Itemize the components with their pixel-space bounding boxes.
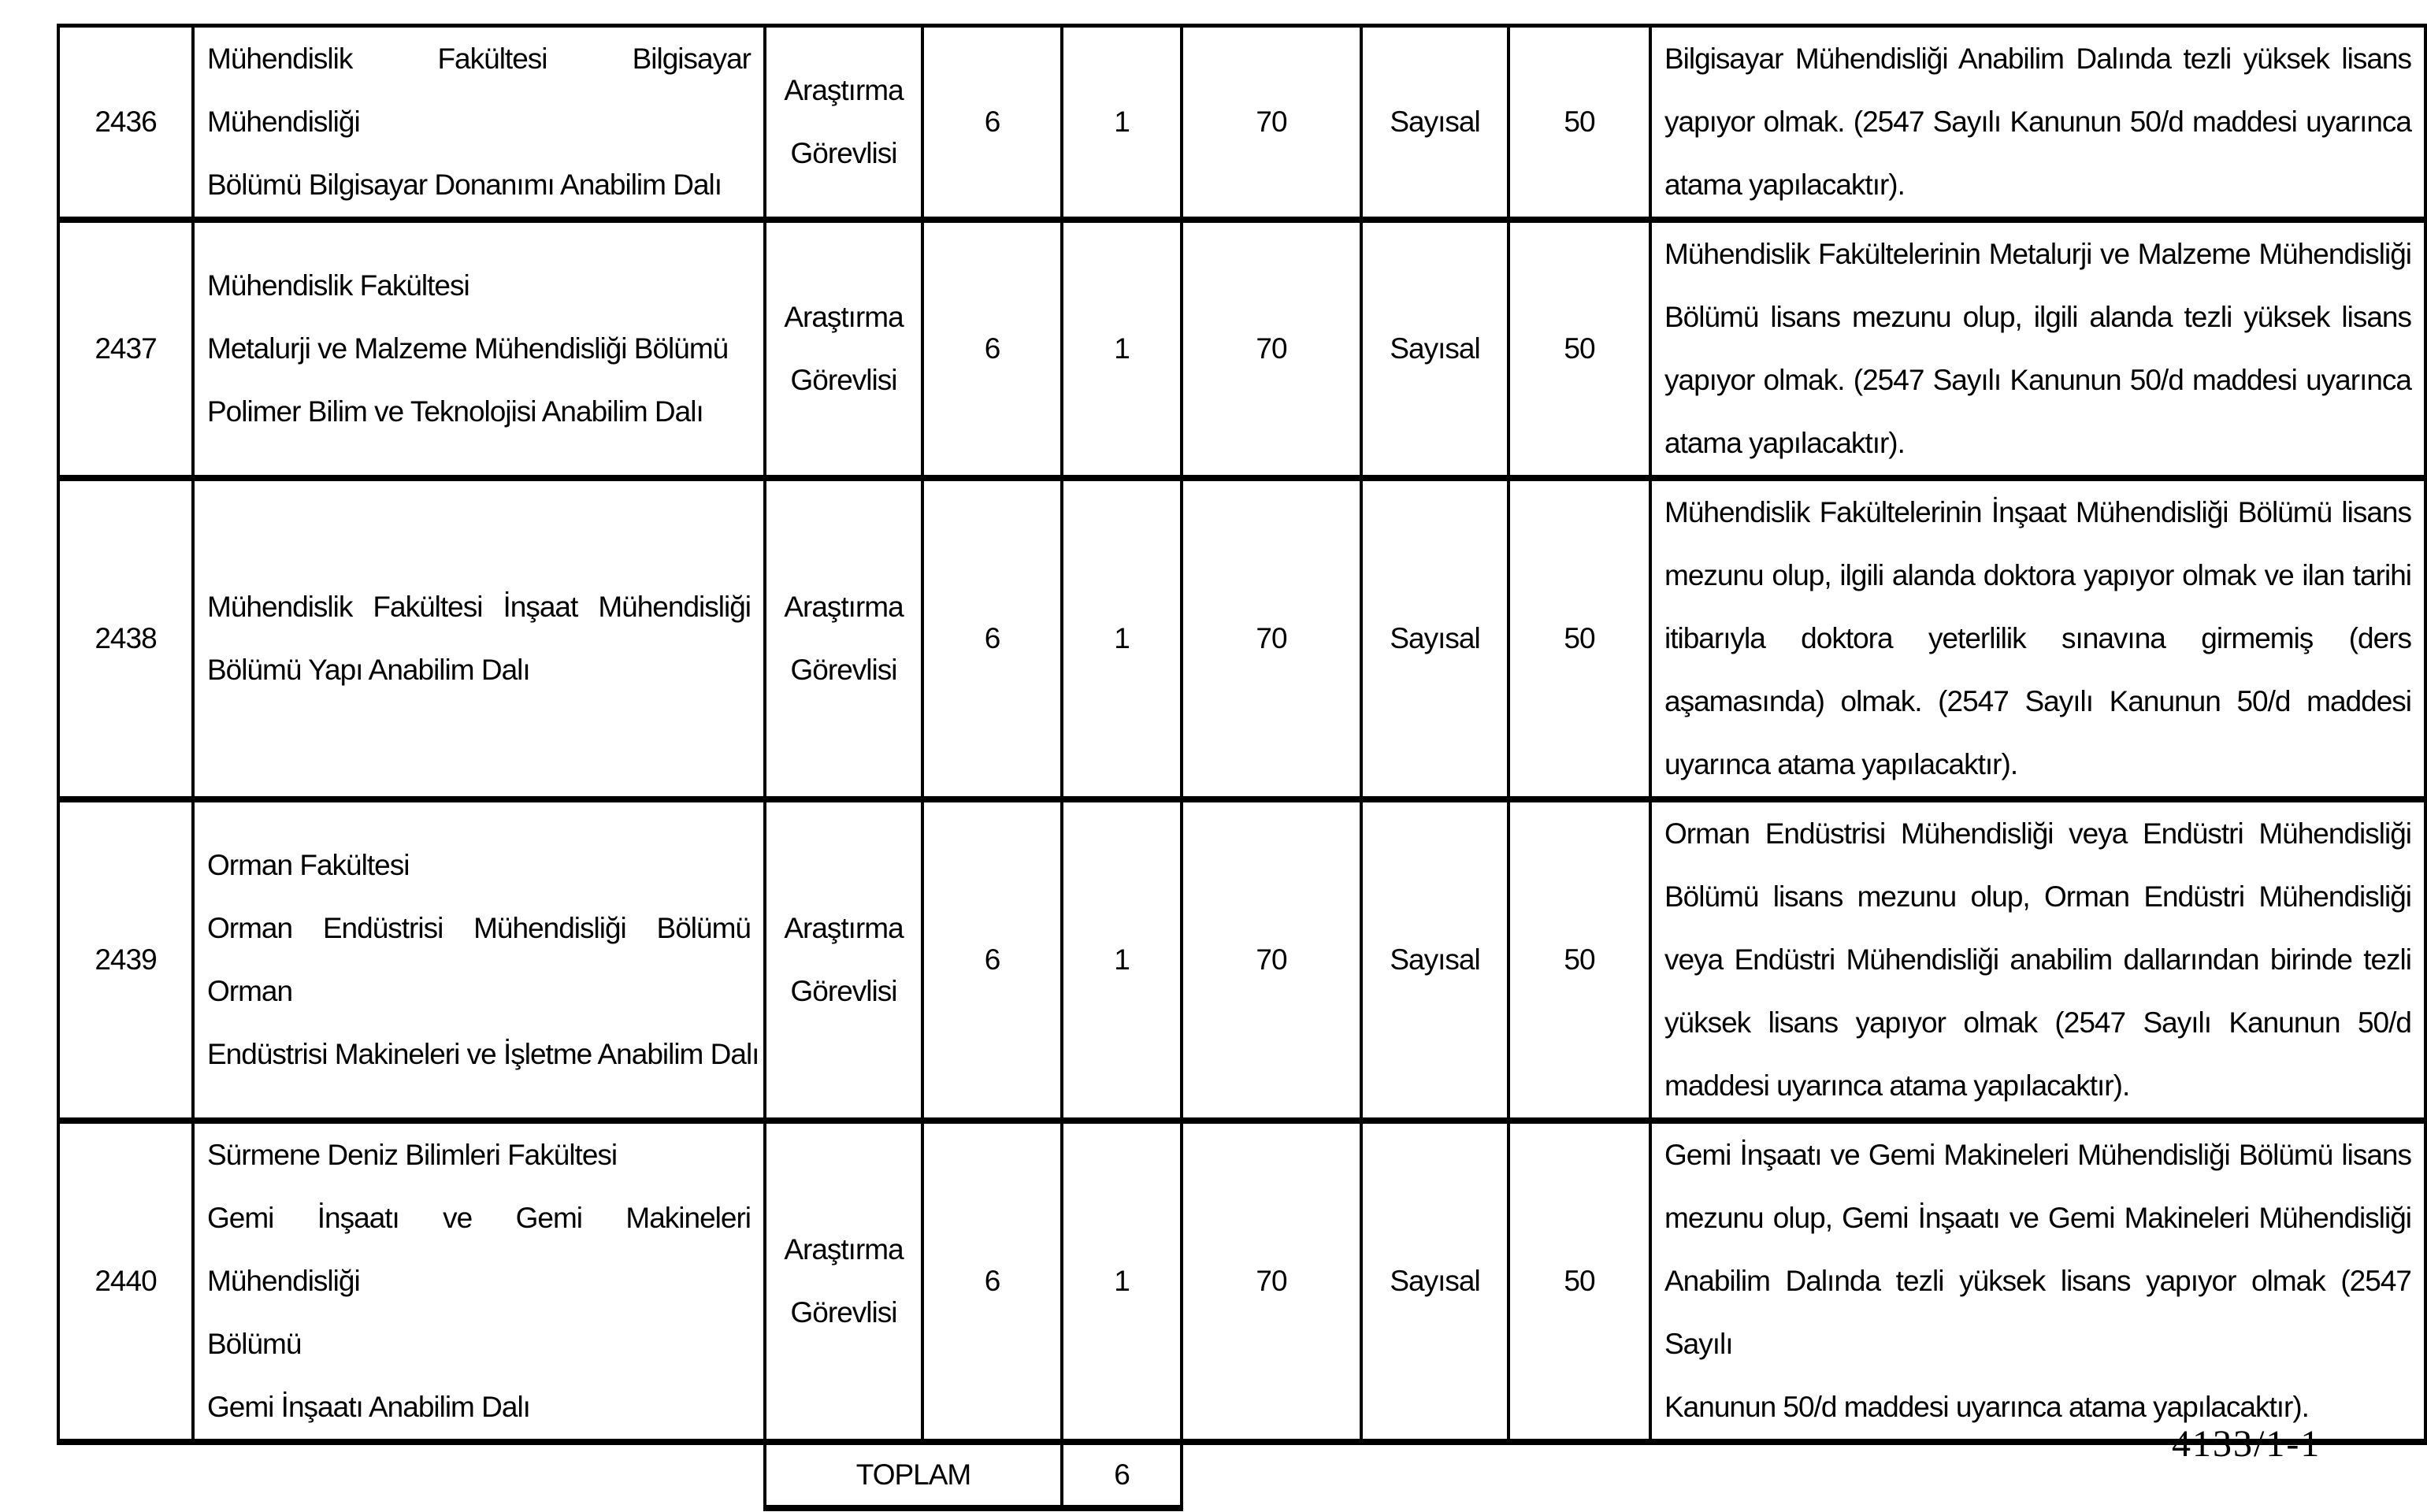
value-cell: 70 [1182,799,1361,1121]
unit-cell [193,26,765,220]
table-row [58,1121,2425,1442]
value-cell: 50 [1509,26,1650,220]
position-title-cell [765,478,922,799]
position-title-cell [765,220,922,478]
value-cell: 70 [1182,478,1361,799]
requirement-line: uyarınca atama yapılacaktır). [1664,748,2018,780]
position-title-line: Görevlisi [790,975,897,1007]
unit-cell [193,478,765,799]
position-title-line: Araştırma [784,1233,904,1266]
unit-line: Endüstrisi Makineleri ve İşletme Anabilim Dalı [207,1038,759,1070]
value-cell: 70 [1182,1121,1361,1442]
position-title-line: Görevlisi [790,364,897,396]
requirement-cell [1650,220,2425,478]
table-body [58,26,2425,1509]
requirement-line: Anabilim Dalında tezli yüksek lisans yapıyor olmak (2547 Sayılı [1664,1265,2411,1360]
unit-line: Bölümü Yapı Anabilim Dalı [207,654,530,686]
value-cell: Sayısal [1361,26,1509,220]
requirement-line: yapıyor olmak. (2547 Sayılı Kanunun 50/d maddesi uyarınca [1664,106,2411,138]
value-cell: 6 [922,1121,1062,1442]
requirement-line: atama yapılacaktır). [1664,169,1905,201]
positions-table [57,24,2427,1511]
gazette-reference-number: 4133/1-1 [2172,1423,2321,1465]
total-label-cell: TOPLAM [765,1442,1062,1508]
unit-line: Gemi İnşaatı ve Gemi Makineleri Mühendisliği [207,1202,751,1297]
requirement-line: Mühendislik Fakültelerinin İnşaat Mühendisliği Bölümü lisans [1664,496,2411,528]
requirement-line: veya Endüstri Mühendisliği anabilim dallarından birinde tezli [1664,943,2411,976]
value-cell: Sayısal [1361,799,1509,1121]
position-code-cell: 2440 [58,1121,193,1442]
unit-line: Orman Endüstrisi Mühendisliği Bölümü Orman [207,912,751,1007]
requirement-line: atama yapılacaktır). [1664,427,1905,459]
value-cell: 50 [1509,799,1650,1121]
value-cell: 50 [1509,1121,1650,1442]
position-title-line: Araştırma [784,74,904,106]
unit-line: Mühendislik Fakültesi [207,269,469,302]
unit-line: Orman Fakültesi [207,849,410,881]
value-cell: 6 [922,220,1062,478]
unit-line: Bölümü Bilgisayar Donanımı Anabilim Dalı [207,169,722,201]
value-cell: 1 [1062,799,1182,1121]
position-title-cell [765,799,922,1121]
requirement-line: Bölümü lisans mezunu olup, Orman Endüstri Mühendisliği [1664,880,2411,913]
unit-cell [193,220,765,478]
requirement-line: mezunu olup, Gemi İnşaatı ve Gemi Makineleri Mühendisliği [1664,1202,2411,1234]
position-code-cell: 2436 [58,26,193,220]
requirement-cell [1650,1121,2425,1442]
value-cell: 6 [922,799,1062,1121]
unit-line: Mühendislik Fakültesi İnşaat Mühendisliği [207,591,751,623]
unit-line: Metalurji ve Malzeme Mühendisliği Bölümü [207,332,729,365]
requirement-line: Gemi İnşaatı ve Gemi Makineleri Mühendisliği Bölümü lisans [1664,1139,2411,1171]
requirement-cell [1650,26,2425,220]
position-title-line: Görevlisi [790,654,897,686]
value-cell: 50 [1509,478,1650,799]
requirement-cell [1650,478,2425,799]
unit-line: Mühendislik Fakültesi Bilgisayar Mühendisliği [207,43,751,138]
total-row-spacer-right2 [1361,1442,1509,1508]
requirement-line: yapıyor olmak. (2547 Sayılı Kanunun 50/d maddesi uyarınca [1664,364,2411,396]
requirement-line: Mühendislik Fakültelerinin Metalurji ve Malzeme Mühendisliği [1664,238,2411,270]
position-title-line: Araştırma [784,591,904,623]
value-cell: 70 [1182,26,1361,220]
table-row [58,220,2425,478]
position-title-line: Görevlisi [790,1296,897,1329]
unit-cell [193,1121,765,1442]
position-code-cell: 2439 [58,799,193,1121]
position-title-cell [765,26,922,220]
requirement-line: Bölümü lisans mezunu olup, ilgili alanda tezli yüksek lisans [1664,301,2411,333]
value-cell: Sayısal [1361,478,1509,799]
position-title-line: Araştırma [784,301,904,333]
requirement-cell [1650,799,2425,1121]
requirement-line: Orman Endüstrisi Mühendisliği veya Endüstri Mühendisliği [1664,817,2411,850]
requirement-line: itibarıyla doktora yeterlilik sınavına girmemiş (ders [1664,622,2411,654]
requirement-line: mezunu olup, ilgili alanda doktora yapıyor olmak ve ilan tarihi [1664,559,2411,591]
position-title-line: Görevlisi [790,137,897,169]
unit-line: Polimer Bilim ve Teknolojisi Anabilim Dalı [207,395,703,428]
value-cell: 70 [1182,220,1361,478]
position-code-cell: 2438 [58,478,193,799]
total-row-spacer-right1 [1182,1442,1361,1508]
unit-cell [193,799,765,1121]
position-code-cell: 2437 [58,220,193,478]
value-cell: 6 [922,478,1062,799]
table-row [58,799,2425,1121]
position-title-cell [765,1121,922,1442]
value-cell: 1 [1062,1121,1182,1442]
value-cell: Sayısal [1361,1121,1509,1442]
total-value-cell: 6 [1062,1442,1182,1508]
value-cell: 1 [1062,220,1182,478]
position-title-line: Araştırma [784,912,904,944]
total-row-spacer-left [58,1442,193,1508]
unit-line: Gemi İnşaatı Anabilim Dalı [207,1391,530,1423]
value-cell: 6 [922,26,1062,220]
total-row [58,1442,2425,1508]
unit-line: Bölümü [207,1328,302,1360]
value-cell: 1 [1062,478,1182,799]
unit-line: Sürmene Deniz Bilimleri Fakültesi [207,1139,618,1171]
requirement-line: aşamasında) olmak. (2547 Sayılı Kanunun 50/d maddesi [1664,685,2411,717]
value-cell: Sayısal [1361,220,1509,478]
requirement-line: maddesi uyarınca atama yapılacaktır). [1664,1069,2130,1102]
table-row [58,26,2425,220]
table-row [58,478,2425,799]
value-cell: 1 [1062,26,1182,220]
requirement-line: yüksek lisans yapıyor olmak (2547 Sayılı Kanunun 50/d [1664,1006,2411,1039]
value-cell: 50 [1509,220,1650,478]
requirement-line: Bilgisayar Mühendisliği Anabilim Dalında tezli yüksek lisans [1664,43,2411,75]
total-row-spacer-right3 [1509,1442,1650,1508]
total-row-spacer-left2 [193,1442,765,1508]
requirement-line: Kanunun 50/d maddesi uyarınca atama yapılacaktır). [1664,1391,2309,1423]
